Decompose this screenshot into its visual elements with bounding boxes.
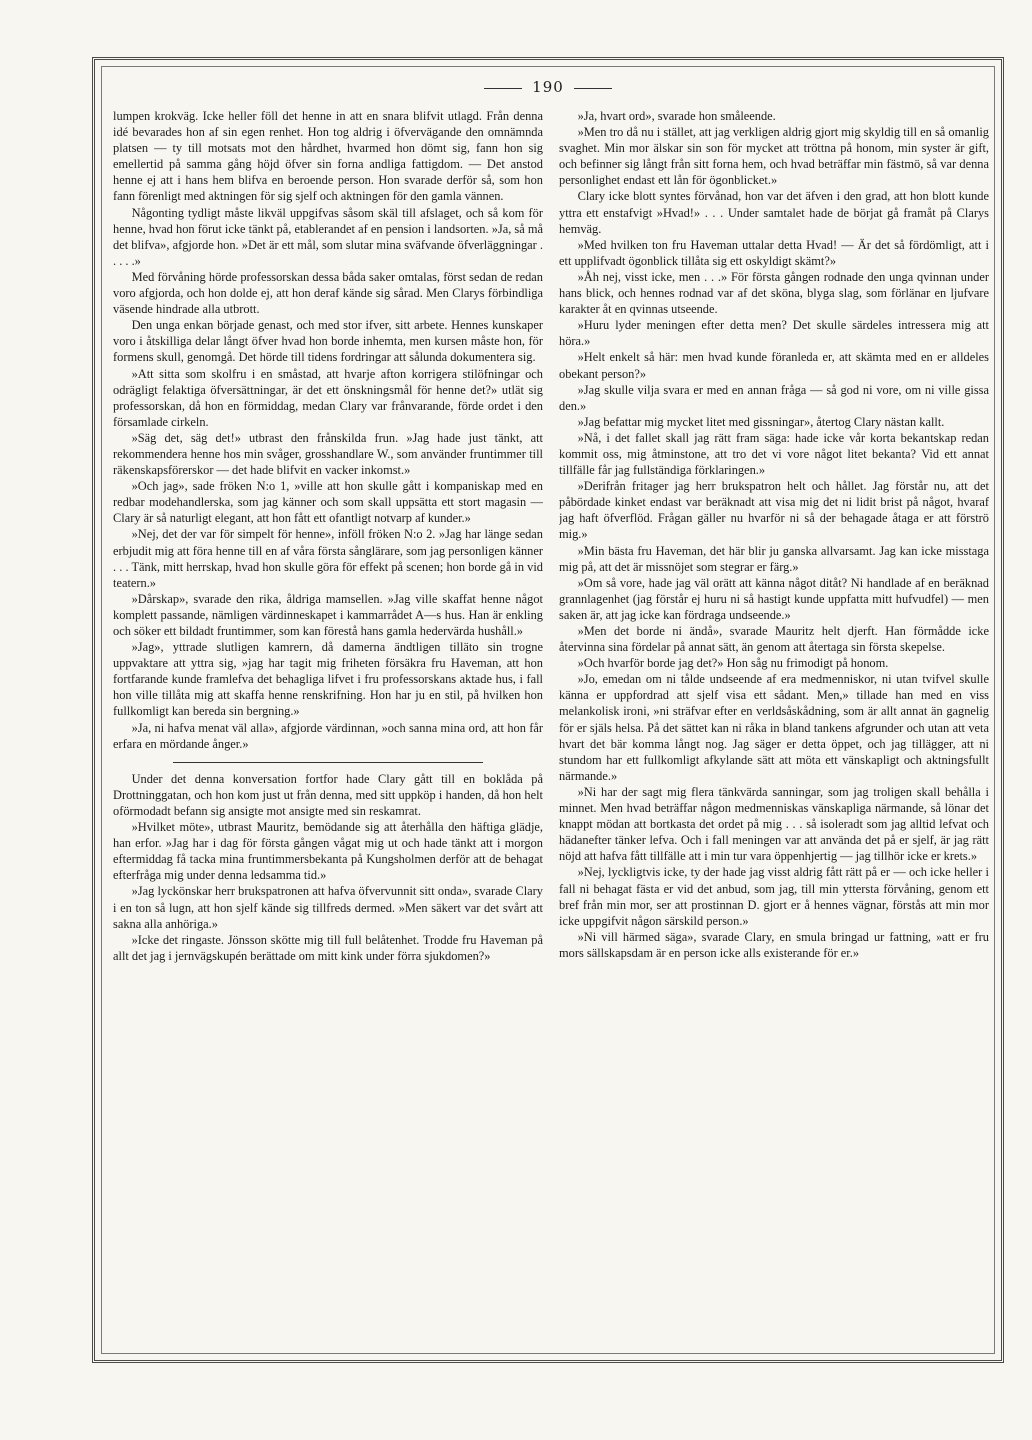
paragraph: »Åh nej, visst icke, men . . .» För första gången rodnade den unga qvinnan under hans blick, och hennes rodnad var af det sköna, blyga slag, som förlänar en ljufvare karakter åt en qvinnas utseende. <box>559 269 989 317</box>
paragraph: »Jag lyckönskar herr brukspatronen att hafva öfvervunnit sitt onda», svarade Clary i en ton så lugn, att hon sjelf kände sig tillfreds dermed. »Men säkert var det svårt att sakna alla anhöriga.» <box>113 884 543 931</box>
paragraph: »Nå, i det fallet skall jag rätt fram säga: hade icke vår korta bekantskap redan kommit oss, mig åtminstone, att tro det vi vore något litet bekanta? Vid ett annat tillfälle får jag fullständiga förklaringen.» <box>559 430 989 478</box>
paragraph: »Och jag», sade fröken N:o 1, »ville att hon skulle gått i kompaniskap med en redbar modehandlerska, som jag känner och som skall uppsätta ett stort magasin — Clary är så naturligt elegant, att hon fått ett ofantligt notvarp af kunder.» <box>113 479 543 526</box>
paragraph: »Min bästa fru Haveman, det här blir ju ganska allvarsamt. Jag kan icke misstaga mig på, att det är missnöjet som stegrar er färg.» <box>559 543 989 574</box>
paragraph: »Om så vore, hade jag väl orätt att känna något ditåt? Ni handlade af en beräknad grannlagenhet (jag förstår ej huru ni så hastigt kunde uppfatta mitt hufvudfel) — men saken är, att jag icke kan fördraga undseende.» <box>559 575 989 622</box>
paragraph: »Säg det, säg det!» utbrast den frånskilda frun. »Jag hade just tänkt, att rekommendera henne hos min svåger, grosshandlare W., som använder fruntimmer till räkenskapsförerskor — det hade blifvit en vacker inkomst.» <box>113 430 543 478</box>
section-divider <box>173 762 483 763</box>
paragraph: »Dårskap», svarade den rika, åldriga mamsellen. »Jag ville skaffat henne något komplett passande, nämligen värdinneskapet i kammarrådet A—s hus. Han är enkling och söker ett bildadt fruntimmer, som kan förestå hans gamla hedervärda hushåll.» <box>113 591 543 638</box>
paragraph: »Jag skulle vilja svara er med en annan fråga — så god ni vore, om ni ville gissa den.» <box>559 382 989 413</box>
paragraph: »Huru lyder meningen efter detta men? Det skulle särdeles intressera mig att höra.» <box>559 318 989 349</box>
paragraph: Den unga enkan började genast, och med stor ifver, sitt arbete. Hennes kunskaper voro i åtskilliga delar långt öfver hvad hon borde inhemta, men kursen måste hon, för formens skull, genomgå. Det hörde till tidens fordringar att sålunda dokumentera sig. <box>113 318 543 365</box>
paragraph: »Att sitta som skolfru i en småstad, att hvarje afton korrigera stilöfningar och odrägligt felaktiga öfversättningar, är det ett önskningsmål för henne det?» utlät sig professorskan, då hon en förmiddag, medan Clary var frånvarande, förde ordet i den församlade cirkeln. <box>113 366 543 429</box>
page-number-header <box>95 78 1001 96</box>
paragraph: Under det denna konversation fortfor hade Clary gått till en boklåda på Drottninggatan, och hon kom just ut från denna, med sitt uppköp i handen, då hon helt oförmodadt befann sig ansigte mot ansigte med sin reskamrat. <box>113 771 543 818</box>
paragraph: Med förvåning hörde professorskan dessa båda saker omtalas, först sedan de redan voro afgjorda, och hon dolde ej, att hon deraf kände sig sårad. Men Clarys förbindliga väsende hindrade alla utbrott. <box>113 269 543 317</box>
paragraph: »Ja, ni hafva menat väl alla», afgjorde värdinnan, »och sanna mina ord, att hon får erfara en mördande ånger.» <box>113 720 543 751</box>
paragraph: »Derifrån fritager jag herr brukspatron helt och hållet. Jag förstår nu, att det påbördade kinket endast var beräknadt att visa mig det ni lidit brist på något, hvaraf jag haft öfverflöd. Frågan gäller nu hvarför ni så der behagade åtaga er att förströ mig.» <box>559 479 989 542</box>
paragraph: »Ni har der sagt mig flera tänkvärda sanningar, som jag troligen skall behålla i minnet. Men hvad beträffar någon medmenniskas vänskapliga närmande, så lönar det knappt mödan att bortkasta det ordet på mig . . . så isoleradt som jag alltid lefvat och hädanefter tänker lefva. Och i fall meningen var att använda det på er sjelf, är jag rätt nöjd att hafva fått tillfälle att i min tur vara öppenhjertig — jag tillhör icke er krets.» <box>559 784 989 864</box>
paragraph: »Jag», yttrade slutligen kamrern, då damerna ändtligen tilläto sin trogne uppvaktare att yttra sig, »jag har tagit mig friheten försäkra fru Haveman, att hon fortfarande kunde framlefva det behagliga lifvet i fru professorskans aktade hus, i fall hon ville tillåta mig att skaffa henne renskrifning. Hon har ju en stil, på hvilken hon fullkomligt kan bereda sin bergning.» <box>113 640 543 719</box>
paragraph: »Men det borde ni ändå», svarade Mauritz helt djerft. Han förmådde icke återvinna sina fördelar på annat sätt, än genom att återtaga sin första skepelse. <box>559 624 989 655</box>
page-number-dash-right <box>574 88 612 89</box>
paragraph: »Och hvarför borde jag det?» Hon såg nu frimodigt på honom. <box>577 656 889 671</box>
paragraph: lumpen krokväg. Icke heller föll det henne in att en snara blifvit utlagd. Från denna idé bevarades hon af sin egen renhet. Hon tog aldrig i öfvervägande den omnämnda platsen — ty till motsats mot den hårdhet, hvarmed hon dömt sig, fann hon sig emellertid på samma gång höjd öfver sin forna andliga fattigdom. — Det anstod henne ej att i hans hem blifva en beroende person. Hon svarade derför så, som hon fann förenligt med aktningen för sig sjelf och aktningen för den gamla vännen. <box>113 109 543 204</box>
page-number-dash-left <box>484 88 522 89</box>
paragraph: »Icke det ringaste. Jönsson skötte mig till full belåtenhet. Trodde fru Haveman på allt det jag i jernvägskupén berättade om mitt kink under förra sjukdomen?» <box>113 932 543 963</box>
page-frame <box>92 57 1004 1363</box>
paragraph: »Nej, lyckligtvis icke, ty der hade jag visst aldrig fått rätt på er — och icke heller i fall ni behagat fästa er vid det anbud, som jag, till min yttersta förvåning, genom ett bref från min mor, ser att prostinnan D. gjort er å hennes vägnar, förstås att min mor icke uppgifvit någon särskild person.» <box>559 865 989 928</box>
paragraph: »Helt enkelt så här: men hvad kunde föranleda er, att skämta med en er alldeles obekant person?» <box>559 350 989 381</box>
paragraph: Clary icke blott syntes förvånad, hon var det äfven i den grad, att hon blott kunde yttra ett enstafvigt »Hvad!» . . . Under samtalet hade de börjat gå framåt på Clarys hemväg. <box>559 189 989 236</box>
right-column <box>559 108 989 1348</box>
page-number: 190 <box>532 78 564 96</box>
paragraph: »Ni vill härmed säga», svarade Clary, en smula bringad ur fattning, »att er fru mors sällskapsdam är en person icke alls existerande för er.» <box>559 929 989 960</box>
paragraph: »Hvilket möte», utbrast Mauritz, bemödande sig att återhålla den häftiga glädje, han erfor. »Jag har i dag för första gången vågat mig ut och hade tänkt att i morgon eftermiddag få tacka mina fruntimmersbekanta på Kungsholmen derför att de behagat efterfråga mig under denna ledsamma tid.» <box>113 820 543 883</box>
paragraph: Någonting tydligt måste likväl uppgifvas såsom skäl till afslaget, och så kom för henne, hvad hon förut icke tänkt på, etablerandet af en pension i landsorten. »Ja, så må det blifva», afgjorde hon. »Det är ett mål, som slutar mina sväfvande öfverläggningar . . . . .» <box>113 205 543 268</box>
paragraph: »Men tro då nu i stället, att jag verkligen aldrig gjort mig skyldig till en så omanlig svaghet. Min mor älskar sin son för mycket att tröttna på honom, min syster är gift, och befinner sig långt från sitt forna hem, och hvad beträffar min fästmö, så var denna personlighet endast ett lån för ögonblicket.» <box>559 125 989 188</box>
paragraph: »Ja, hvart ord», svarade hon småleende. <box>577 109 776 123</box>
paragraph: »Jo, emedan om ni tålde undseende af era medmenniskor, ni utan tvifvel skulle känna er uppfordrad att sjelf visa ett sådant. Men,» tillade han med en viss melankolisk ironi, »ni sträfvar efter en verldsåskådning, som är allt annat än gagnelig för er själs helsa. På det sättet kan ni råka in bland tankens afgrunder och utan att veta hvart det bär komma långt nog. Jag säger er detta öppet, och jag tillägger, att ni stundom har ett fullkomligt afkylande sätt att möta ett vänskapligt och aktningsfullt närmande.» <box>559 672 989 783</box>
paragraph: »Nej, det der var för simpelt för henne», inföll fröken N:o 2. »Jag har länge sedan erbjudit mig att föra henne till en af våra första sånglärare, som jag personligen känner . . . Tänk, mitt herrskap, hvad hon skulle göra för effekt på scenen; hon borde gå in vid teatern.» <box>113 527 543 590</box>
paragraph: »Med hvilken ton fru Haveman uttalar detta Hvad! — Är det så fördömligt, att i ett upplifvadt ögonblick tillåta sig ett oskyldigt skämt?» <box>559 237 989 268</box>
paragraph: »Jag befattar mig mycket litet med gissningar», återtog Clary nästan kallt. <box>577 414 945 429</box>
left-column <box>113 108 543 1348</box>
